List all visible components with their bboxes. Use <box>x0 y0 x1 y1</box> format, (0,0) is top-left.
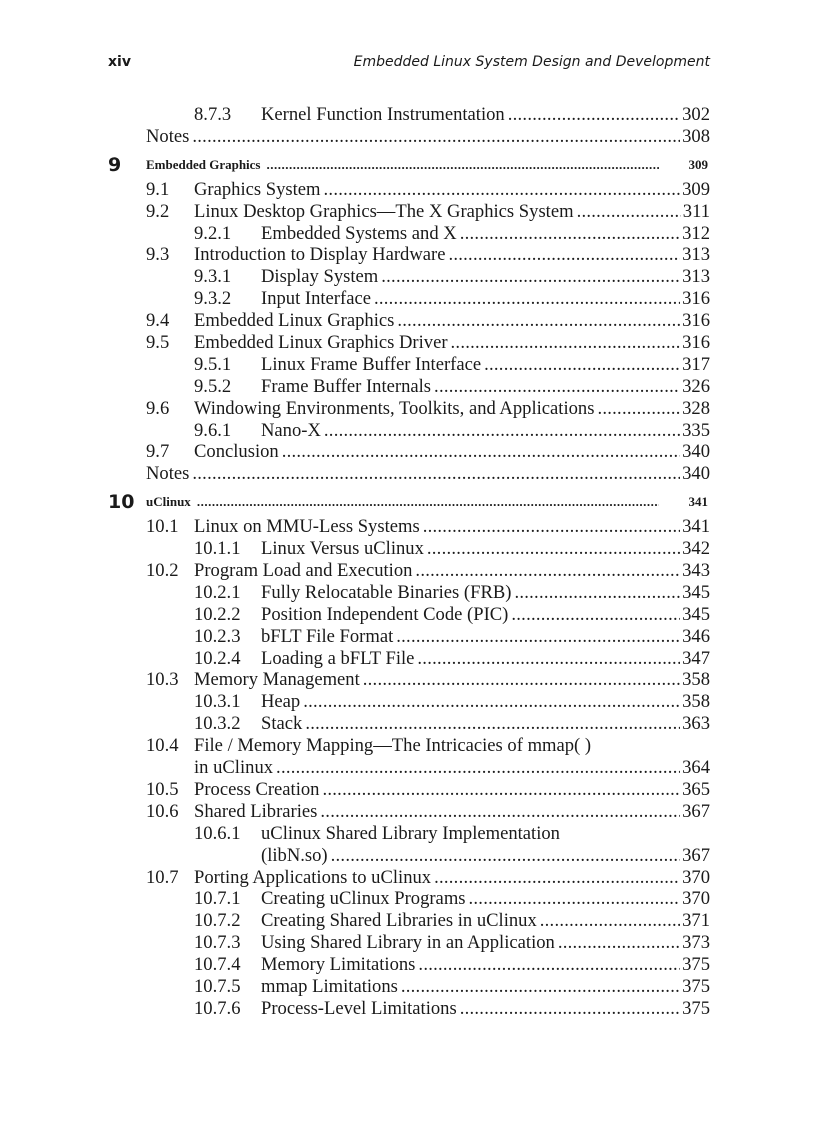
toc-entry-line <box>261 691 710 713</box>
page-header <box>108 54 710 74</box>
toc-entry <box>108 757 710 779</box>
toc-entry-line <box>194 516 710 538</box>
toc-entry-number: 10.3.1 <box>194 691 241 713</box>
toc-entry-line <box>194 179 710 201</box>
toc-entry-line <box>194 332 710 354</box>
toc-entry <box>108 582 710 604</box>
chapter-title-line <box>146 493 710 511</box>
chapter-title: uClinux <box>146 494 191 510</box>
toc-entry <box>108 669 710 691</box>
toc-entry-number: 9.2.1 <box>194 222 232 244</box>
chapter-page: 309 <box>688 156 708 172</box>
toc-entry-title: Linux Frame Buffer Interface <box>261 353 482 375</box>
dot-leader <box>396 626 680 648</box>
toc-entry-line <box>261 288 710 310</box>
toc-entry-title: uClinux Shared Library Implementation <box>261 822 560 844</box>
toc-entry-line <box>261 823 563 845</box>
toc-entry <box>108 244 710 266</box>
toc-entry-number: 10.7 <box>146 866 179 888</box>
toc-entry-page: 370 <box>682 888 710 910</box>
toc-entry-number: 10.2.3 <box>194 625 241 647</box>
toc-entry-line <box>194 757 710 779</box>
toc-entry-line <box>194 398 710 420</box>
dot-leader <box>322 779 680 801</box>
toc-entry-page: 375 <box>682 954 710 976</box>
toc-entry-page: 365 <box>682 778 710 800</box>
toc-entry-number: 10.2.2 <box>194 603 241 625</box>
dot-leader <box>401 976 680 998</box>
dot-leader <box>415 560 680 582</box>
toc-entry-line <box>194 867 710 889</box>
toc-entry <box>108 354 710 376</box>
toc-entry-page: 308 <box>682 125 710 147</box>
toc-entry-number: 9.3.2 <box>194 288 232 310</box>
toc-entry <box>108 626 710 648</box>
dot-leader <box>374 288 680 310</box>
toc-entry-line <box>146 463 710 485</box>
toc-entry <box>108 845 710 867</box>
toc-entry-line <box>261 626 710 648</box>
table-of-contents <box>108 104 710 1020</box>
toc-entry <box>108 310 710 332</box>
toc-entry-title: Fully Relocatable Binaries (FRB) <box>261 581 512 603</box>
toc-entry-page: 375 <box>682 997 710 1019</box>
toc-entry-number: 10.4 <box>146 735 179 757</box>
toc-entry-line <box>194 560 710 582</box>
toc-entry <box>108 976 710 998</box>
toc-entry-number: 9.4 <box>146 310 170 332</box>
toc-entry-number: 9.3.1 <box>194 266 232 288</box>
toc-entry-title: Linux Desktop Graphics—The X Graphics System <box>194 200 574 222</box>
dot-leader <box>267 156 659 174</box>
dot-leader <box>305 713 680 735</box>
toc-entry-line <box>261 954 710 976</box>
toc-entry <box>108 998 710 1020</box>
toc-entry-page: 358 <box>682 691 710 713</box>
toc-entry-line <box>261 932 710 954</box>
toc-entry-title: Linux Versus uClinux <box>261 538 424 560</box>
dot-leader <box>381 266 680 288</box>
toc-entry-page: 312 <box>682 222 710 244</box>
toc-entry-line <box>261 888 710 910</box>
chapter-number: 9 <box>108 153 122 176</box>
toc-entry-page: 335 <box>682 419 710 441</box>
toc-entry-number: 10.3 <box>146 669 179 691</box>
toc-entry-line <box>194 669 710 691</box>
dot-leader <box>460 998 680 1020</box>
toc-entry-number: 10.7.4 <box>194 954 241 976</box>
dot-leader <box>397 310 680 332</box>
toc-entry-line <box>194 201 710 223</box>
toc-entry-title: Graphics System <box>194 178 321 200</box>
toc-entry <box>108 126 710 148</box>
toc-entry-line <box>261 648 710 670</box>
toc-entry-page: 313 <box>682 266 710 288</box>
toc-entry-number: 9.5 <box>146 332 170 354</box>
toc-entry-page: 371 <box>682 910 710 932</box>
toc-entry-title: mmap Limitations <box>261 975 398 997</box>
dot-leader <box>331 845 680 867</box>
toc-entry-title: Shared Libraries <box>194 800 318 822</box>
toc-entry-line <box>194 779 710 801</box>
toc-entry-title: Embedded Systems and X <box>261 222 457 244</box>
toc-entry <box>108 398 710 420</box>
toc-entry <box>108 801 710 823</box>
dot-leader <box>192 463 680 485</box>
toc-entry-number: 10.5 <box>146 778 179 800</box>
toc-entry-page: 328 <box>682 397 710 419</box>
toc-entry-line <box>261 998 710 1020</box>
chapter-number: 10 <box>108 491 135 514</box>
toc-entry-page: 316 <box>682 310 710 332</box>
dot-leader <box>324 179 681 201</box>
toc-entry <box>108 779 710 801</box>
toc-entry-page: 341 <box>682 516 710 538</box>
toc-entry-title: Embedded Linux Graphics Driver <box>194 332 448 354</box>
toc-entry-number: 9.3 <box>146 244 170 266</box>
toc-entry <box>108 201 710 223</box>
toc-entry-line <box>261 354 710 376</box>
toc-entry-page: 316 <box>682 332 710 354</box>
toc-entry <box>108 954 710 976</box>
toc-entry-line <box>194 441 710 463</box>
toc-entry-title: Windowing Environments, Toolkits, and Applications <box>194 397 595 419</box>
dot-leader <box>363 669 680 691</box>
dot-leader <box>423 516 680 538</box>
toc-entry-title: Input Interface <box>261 288 371 310</box>
toc-entry <box>108 463 710 485</box>
toc-entry <box>108 648 710 670</box>
toc-entry-line <box>261 604 710 626</box>
toc-entry-number: 10.7.5 <box>194 975 241 997</box>
chapter-heading <box>108 153 710 177</box>
toc-entry-title: Process-Level Limitations <box>261 997 457 1019</box>
toc-entry-line <box>261 420 710 442</box>
toc-entry-page: 340 <box>682 441 710 463</box>
toc-entry-page: 347 <box>682 647 710 669</box>
toc-entry <box>108 560 710 582</box>
toc-entry-number: 9.5.1 <box>194 353 232 375</box>
dot-leader <box>469 888 681 910</box>
toc-entry-title: Stack <box>261 713 303 735</box>
chapter-title: Embedded Graphics <box>146 156 261 172</box>
toc-entry-page: 311 <box>682 200 710 222</box>
toc-entry-line <box>261 845 710 867</box>
toc-entry-title: Creating Shared Libraries in uClinux <box>261 910 537 932</box>
dot-leader <box>434 867 680 889</box>
toc-entry-title: Notes <box>146 125 190 147</box>
toc-entry <box>108 104 710 126</box>
toc-entry-title: Loading a bFLT File <box>261 647 415 669</box>
toc-entry-title: Nano-X <box>261 419 321 441</box>
toc-entry-page: 317 <box>682 353 710 375</box>
toc-entry-title: Memory Management <box>194 669 360 691</box>
toc-entry-number: 9.1 <box>146 178 170 200</box>
running-title: Embedded Linux System Design and Development <box>353 54 710 70</box>
toc-entry-line <box>261 713 710 735</box>
toc-entry-number: 9.5.2 <box>194 375 232 397</box>
dot-leader <box>558 932 680 954</box>
chapter-heading <box>108 490 710 514</box>
toc-entry <box>108 223 710 245</box>
toc-entry-title: Embedded Linux Graphics <box>194 310 395 332</box>
toc-entry-page: 345 <box>682 581 710 603</box>
toc-entry-line <box>194 310 710 332</box>
toc-entry-page: 326 <box>682 375 710 397</box>
toc-entry-number: 10.2 <box>146 560 179 582</box>
toc-entry-page: 358 <box>682 669 710 691</box>
toc-entry-title: Program Load and Execution <box>194 560 413 582</box>
toc-entry-title: Conclusion <box>194 441 279 463</box>
toc-entry-title: Creating uClinux Programs <box>261 888 466 910</box>
toc-entry-page: 345 <box>682 603 710 625</box>
dot-leader <box>451 332 681 354</box>
toc-entry-title: Kernel Function Instrumentation <box>261 104 505 125</box>
toc-entry-title: Introduction to Display Hardware <box>194 244 446 266</box>
toc-entry-title: Notes <box>146 463 190 485</box>
toc-entry-title: Using Shared Library in an Application <box>261 932 555 954</box>
toc-entry <box>108 332 710 354</box>
toc-entry <box>108 910 710 932</box>
dot-leader <box>484 354 680 376</box>
toc-entry-page: 343 <box>682 560 710 582</box>
toc-entry-line <box>261 266 710 288</box>
dot-leader <box>320 801 680 823</box>
toc-entry-title: (libN.so) <box>261 844 328 866</box>
toc-entry-number: 10.6.1 <box>194 822 241 844</box>
dot-leader <box>417 648 680 670</box>
dot-leader <box>418 954 680 976</box>
dot-leader <box>540 910 680 932</box>
toc-entry-page: 373 <box>682 932 710 954</box>
toc-entry <box>108 823 710 845</box>
toc-entry <box>108 179 710 201</box>
toc-entry-number: 10.1.1 <box>194 538 241 560</box>
toc-entry-line <box>261 104 710 126</box>
chapter-page: 341 <box>688 494 708 510</box>
toc-entry-number: 8.7.3 <box>194 104 232 125</box>
toc-entry-page: 367 <box>682 800 710 822</box>
toc-entry <box>108 266 710 288</box>
toc-entry-page: 309 <box>682 178 710 200</box>
dot-leader <box>197 493 659 511</box>
dot-leader <box>448 244 680 266</box>
toc-entry-title: Heap <box>261 691 301 713</box>
toc-entry-title: bFLT File Format <box>261 625 394 647</box>
toc-entry-title: Memory Limitations <box>261 954 416 976</box>
toc-entry-number: 10.3.2 <box>194 713 241 735</box>
toc-entry-line <box>261 582 710 604</box>
toc-entry-page: 340 <box>682 463 710 485</box>
toc-entry-number: 10.6 <box>146 800 179 822</box>
toc-entry-title: Process Creation <box>194 778 320 800</box>
toc-entry <box>108 420 710 442</box>
toc-entry <box>108 516 710 538</box>
toc-entry-number: 9.6.1 <box>194 419 232 441</box>
chapter-title-line <box>146 156 710 174</box>
toc-entry <box>108 288 710 310</box>
toc-entry-page: 370 <box>682 866 710 888</box>
toc-entry-number: 10.1 <box>146 516 179 538</box>
toc-entry-line <box>261 376 710 398</box>
toc-entry-number: 10.2.1 <box>194 581 241 603</box>
toc-entry-number: 10.2.4 <box>194 647 241 669</box>
toc-entry <box>108 888 710 910</box>
toc-entry <box>108 867 710 889</box>
toc-entry <box>108 735 710 757</box>
dot-leader <box>597 398 680 420</box>
toc-entry-page: 367 <box>682 844 710 866</box>
toc-entry-title: Position Independent Code (PIC) <box>261 603 509 625</box>
dot-leader <box>324 420 680 442</box>
toc-entry-number: 10.7.1 <box>194 888 241 910</box>
page-folio: xiv <box>108 54 131 70</box>
toc-entry-number: 9.7 <box>146 441 170 463</box>
toc-entry-line <box>194 244 710 266</box>
toc-entry-page: 302 <box>682 104 710 125</box>
toc-entry-page: 364 <box>682 757 710 779</box>
toc-entry <box>108 691 710 713</box>
dot-leader <box>460 223 680 245</box>
dot-leader <box>303 691 680 713</box>
dot-leader <box>282 441 680 463</box>
dot-leader <box>427 538 680 560</box>
toc-entry <box>108 376 710 398</box>
toc-entry-page: 346 <box>682 625 710 647</box>
toc-entry-title: in uClinux <box>194 757 274 779</box>
toc-entry-line <box>261 538 710 560</box>
toc-entry-page: 363 <box>682 713 710 735</box>
toc-entry-title: Display System <box>261 266 379 288</box>
dot-leader <box>514 582 680 604</box>
toc-entry <box>108 713 710 735</box>
toc-entry <box>108 604 710 626</box>
toc-entry-number: 9.6 <box>146 397 170 419</box>
toc-entry <box>108 538 710 560</box>
toc-entry-number: 10.7.6 <box>194 997 241 1019</box>
toc-entry-number: 10.7.2 <box>194 910 241 932</box>
toc-entry-page: 342 <box>682 538 710 560</box>
toc-entry <box>108 441 710 463</box>
toc-entry-line <box>146 126 710 148</box>
dot-leader <box>192 126 680 148</box>
dot-leader <box>276 757 680 779</box>
dot-leader <box>577 201 681 223</box>
toc-entry-line <box>261 910 710 932</box>
toc-entry-title: Linux on MMU-Less Systems <box>194 516 420 538</box>
toc-entry-title: File / Memory Mapping—The Intricacies of mmap( ) <box>194 735 592 757</box>
toc-entry-page: 375 <box>682 975 710 997</box>
toc-entry-line <box>261 976 710 998</box>
toc-entry-line <box>261 223 710 245</box>
toc-entry <box>108 932 710 954</box>
dot-leader <box>508 104 680 126</box>
toc-entry-line <box>194 735 594 757</box>
toc-entry-page: 313 <box>682 244 710 266</box>
toc-entry-line <box>194 801 710 823</box>
toc-entry-title: Frame Buffer Internals <box>261 375 432 397</box>
toc-entry-page: 316 <box>682 288 710 310</box>
toc-entry-title: Porting Applications to uClinux <box>194 866 432 888</box>
dot-leader <box>434 376 680 398</box>
dot-leader <box>511 604 680 626</box>
toc-entry-number: 10.7.3 <box>194 932 241 954</box>
toc-entry-number: 9.2 <box>146 200 170 222</box>
